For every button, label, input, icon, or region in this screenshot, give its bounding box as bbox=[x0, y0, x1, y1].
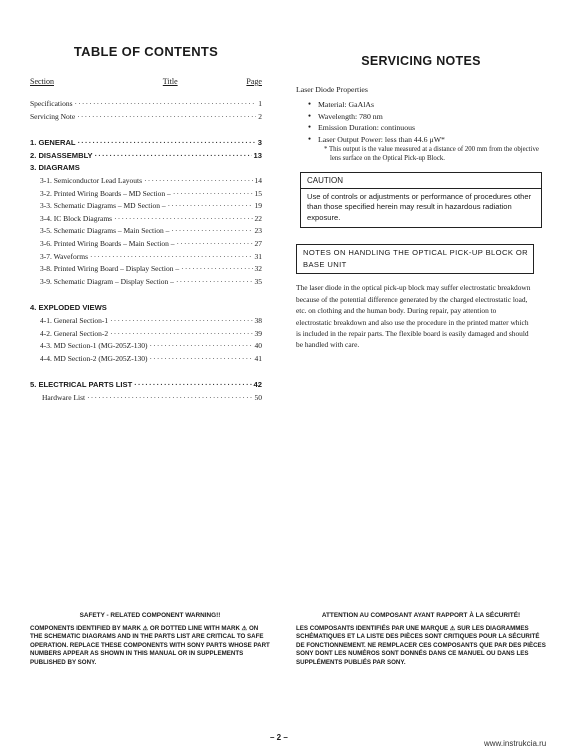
watermark: www.instrukcia.ru bbox=[484, 739, 547, 748]
toc-entry[interactable] bbox=[30, 238, 262, 251]
toc-entry-label: 4-1. General Section-1 bbox=[40, 315, 109, 325]
laser-footnote: * This output is the value measured at a distance of 200 mm from the objective lens surface on the Optical Pick-up Block. bbox=[324, 146, 539, 162]
toc-header-section: Section bbox=[30, 77, 54, 86]
toc-entry-label: 2. DISASSEMBLY bbox=[30, 150, 93, 160]
toc-entry-label: 1. GENERAL bbox=[30, 138, 76, 148]
toc-entry-label: 4-4. MD Section-2 (MG-205Z-130) bbox=[40, 353, 148, 363]
safety-warning-english bbox=[30, 612, 270, 668]
toc-entry-page: 14 bbox=[254, 175, 262, 185]
toc-entry-label: 3-3. Schematic Diagrams – MD Section – bbox=[40, 201, 166, 211]
toc-leader-dots bbox=[168, 200, 253, 213]
safety-warning-title-fr: ATTENTION AU COMPOSANT AYANT RAPPORT À LA SÉCURITÉ! bbox=[321, 612, 521, 619]
toc-entry-page: 40 bbox=[254, 341, 262, 351]
toc-title: TABLE OF CONTENTS bbox=[73, 44, 219, 59]
toc-entry-exploded-views[interactable]: 4. EXPLODED VIEWS bbox=[30, 303, 107, 313]
toc-entry-electrical-parts-list[interactable]: 5. ELECTRICAL PARTS LIST ····· 42 bbox=[30, 379, 262, 392]
toc-entry-label: 3-9. Schematic Diagram – Display Section – bbox=[40, 276, 174, 286]
toc-leader-dots bbox=[110, 315, 252, 328]
safety-warning-body-fr: LES COMPOSANTS IDENTIFIÉS PAR UNE MARQUE ⚠ SUR LES DIAGRAMMES SCHÉMATIQUES ET LA LISTE DES PIÈCES SONT CRITIQUES POUR LA SÉCURITÉ DE FONCTIONNEMENT. NE REMPLACER CES COMPOSANTS QUE PAR DES PIÈCES SONY DONT LES NUMÉROS SONT DONNÉS DANS CE MANUEL OU DANS LES SUPPLÉMENTS PUBLIÉS PAR SONY. bbox=[296, 624, 546, 666]
table-of-contents bbox=[30, 40, 262, 404]
toc-entry[interactable] bbox=[30, 328, 262, 341]
toc-entry[interactable] bbox=[30, 315, 262, 328]
toc-entry[interactable] bbox=[30, 263, 262, 276]
toc-entry-page: 3 bbox=[257, 138, 262, 148]
toc-entry-label: 3-6. Printed Wiring Boards – Main Section – bbox=[40, 238, 175, 248]
toc-leader-dots bbox=[177, 238, 253, 251]
toc-leader-dots bbox=[110, 328, 252, 341]
toc-entry[interactable] bbox=[30, 98, 262, 111]
toc-entry-label: 3-4. IC Block Diagrams bbox=[40, 213, 113, 223]
toc-leader-dots bbox=[149, 353, 252, 366]
toc-entry[interactable] bbox=[30, 111, 262, 124]
toc-leader-dots bbox=[77, 111, 256, 124]
safety-warning-title: SAFETY - RELATED COMPONENT WARNING!! bbox=[79, 612, 221, 619]
toc-entry[interactable] bbox=[30, 276, 262, 289]
toc-header-title: Title bbox=[162, 77, 178, 86]
toc-entry-page: 23 bbox=[254, 226, 262, 236]
toc-entry-label: 3-7. Waveforms bbox=[40, 251, 88, 261]
toc-entry-label: 4-3. MD Section-1 (MG-205Z-130) bbox=[40, 341, 148, 351]
toc-entry-page: 22 bbox=[254, 213, 262, 223]
toc-entry-label: Servicing Note bbox=[30, 111, 76, 121]
toc-entry-page: 19 bbox=[254, 201, 262, 211]
toc-entry[interactable] bbox=[30, 150, 262, 163]
toc-leader-dots bbox=[75, 98, 257, 111]
toc-entry-page: 39 bbox=[254, 328, 262, 338]
toc-entry-page: 31 bbox=[254, 251, 262, 261]
toc-entry[interactable] bbox=[30, 200, 262, 213]
laser-properties bbox=[296, 99, 546, 145]
laser-property: ● Wavelength: 780 nm bbox=[296, 111, 546, 123]
toc-entry-page: 41 bbox=[254, 353, 262, 363]
toc-leader-dots bbox=[149, 340, 252, 353]
toc-entry-label: 3-5. Schematic Diagrams – Main Section – bbox=[40, 226, 170, 236]
toc-leader-dots bbox=[114, 213, 252, 226]
laser-property: ● Material: GaAlAs bbox=[296, 99, 546, 111]
toc-leader-dots bbox=[90, 251, 253, 264]
toc-header bbox=[30, 77, 262, 86]
toc-entry-page: 38 bbox=[254, 315, 262, 325]
toc-entry-label: 4-2. General Section-2 bbox=[40, 328, 109, 338]
toc-entry[interactable] bbox=[30, 340, 262, 353]
toc-leader-dots bbox=[176, 276, 253, 289]
toc-leader-dots bbox=[171, 225, 252, 238]
toc-leader-dots bbox=[181, 263, 252, 276]
laser-property: ● Emission Duration: continuous bbox=[296, 122, 546, 134]
safety-warning-french bbox=[296, 612, 546, 668]
toc-entry-hardware-list[interactable]: Hardware List ····· 50 bbox=[30, 392, 262, 405]
laser-heading: Laser Diode Properties bbox=[296, 85, 368, 94]
toc-entry[interactable] bbox=[30, 225, 262, 238]
toc-entry-page: 27 bbox=[254, 238, 262, 248]
toc-entry[interactable] bbox=[30, 188, 262, 201]
caution-heading: CAUTION bbox=[301, 173, 541, 189]
toc-entry-page: 32 bbox=[254, 264, 262, 274]
toc-entry-label: 3-8. Printed Wiring Board – Display Section – bbox=[40, 264, 180, 274]
toc-entry-page: 35 bbox=[254, 276, 262, 286]
toc-leader-dots bbox=[95, 150, 252, 163]
safety-warning-body: COMPONENTS IDENTIFIED BY MARK ⚠ OR DOTTED LINE WITH MARK ⚠ ON THE SCHEMATIC DIAGRAMS AND IN THE PARTS LIST ARE CRITICAL TO SAFE OPERATION. REPLACE THESE COMPONENTS WITH SONY PARTS WHOSE PART NUMBERS APPEAR AS SHOWN IN THIS MANUAL OR IN SUPPLEMENTS PUBLISHED BY SONY. bbox=[30, 624, 270, 666]
toc-entry-page: 1 bbox=[258, 99, 262, 108]
caution-body: Use of controls or adjustments or performance of procedures other than those specified herein may result in hazardous radiation exposure. bbox=[307, 191, 532, 222]
toc-entry[interactable] bbox=[30, 353, 262, 366]
laser-property: ● Laser Output Power: less than 44.6 μW* bbox=[296, 134, 546, 146]
toc-entry-label: Specifications bbox=[30, 99, 73, 108]
toc-leader-dots bbox=[173, 188, 253, 201]
toc-entry-page: 2 bbox=[258, 111, 262, 121]
toc-entry-diagrams[interactable]: 3. DIAGRAMS bbox=[30, 163, 80, 173]
notes-body: The laser diode in the optical pick-up block may suffer electrostatic breakdown because of the potential difference generated by the charged electrostatic load, etc. on clothing and the human body. During repair, pay attention to electrostatic breakdown and also use the procedure in the printed matter which is included in the repair parts. The flexible board is easily damaged and should be handled with care. bbox=[296, 283, 531, 350]
page-number: – 2 – bbox=[270, 733, 288, 742]
toc-leader-dots bbox=[78, 137, 256, 150]
toc-entry-page: 13 bbox=[253, 150, 262, 160]
toc-leader-dots bbox=[144, 175, 252, 188]
servicing-notes bbox=[296, 40, 546, 351]
toc-entry-label: 3-2. Printed Wiring Boards – MD Section – bbox=[40, 188, 171, 198]
toc-entry-page: 15 bbox=[254, 188, 262, 198]
toc-entry[interactable] bbox=[30, 213, 262, 226]
notes-heading: NOTES ON HANDLING THE OPTICAL PICK-UP BLOCK OR BASE UNIT bbox=[296, 244, 534, 274]
servicing-notes-title: SERVICING NOTES bbox=[361, 54, 481, 68]
toc-entry[interactable] bbox=[30, 175, 262, 188]
toc-entry[interactable] bbox=[30, 137, 262, 150]
caution-box bbox=[300, 172, 542, 229]
toc-header-page: Page bbox=[246, 77, 262, 86]
toc-entry-label: 3-1. Semiconductor Lead Layouts bbox=[40, 175, 143, 185]
toc-entry[interactable] bbox=[30, 251, 262, 264]
